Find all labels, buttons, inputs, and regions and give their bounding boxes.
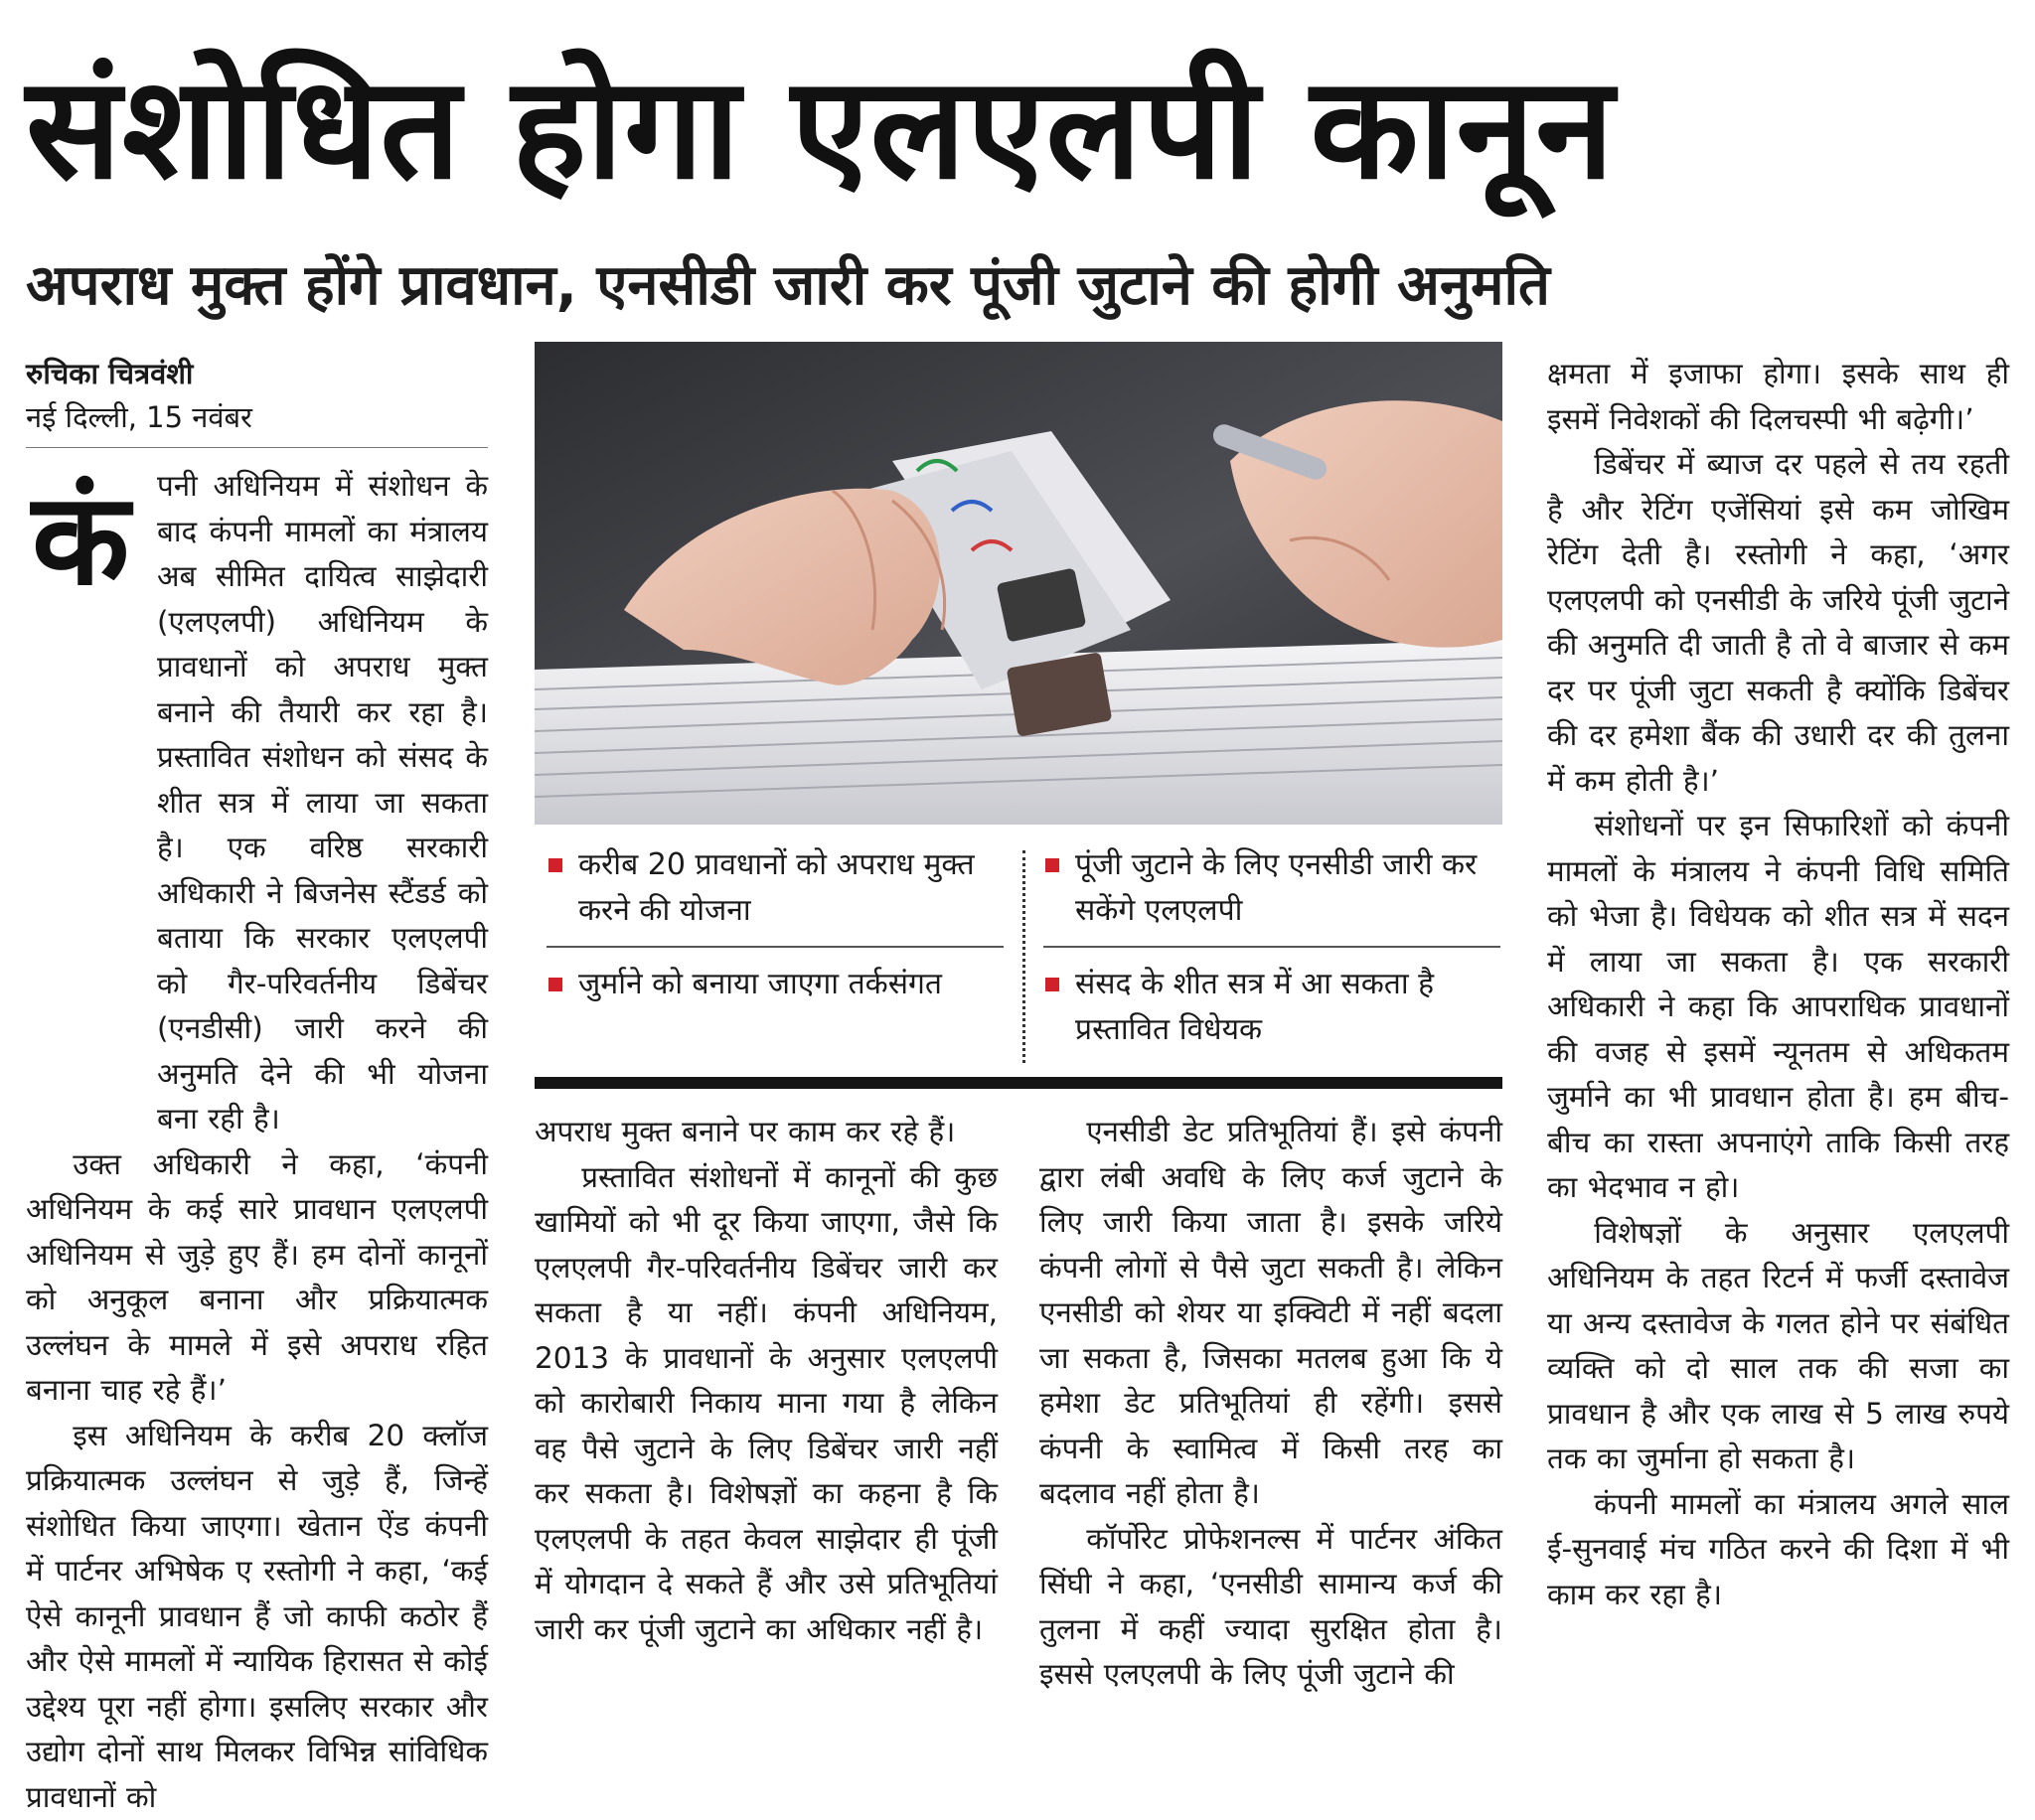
byline-divider (26, 447, 488, 448)
highlight-text: संसद के शीत सत्र में आ सकता है प्रस्तावित विधेयक (1075, 967, 1434, 1047)
headline: संशोधित होगा एलएलपी कानून (26, 30, 2013, 228)
paragraph: पनी अधिनियम में संशोधन के बाद कंपनी मामलों का मंत्रालय अब सीमित दायित्व साझेदारी (एलएलपी) अधिनियम के प्रावधानों को अपराध मुक्त बनाने की तैयारी कर रहा है। प्रस्तावित संशोधन को संसद के शीत सत्र में लाया जा सकता है। एक वरिष्ठ सरकारी अधिकारी ने बिजनेस स्टैंडर्ड को बताया कि सरकार एलएलपी को गैर-परिवर्तनीय डिबेंचर (एनडीसी) जारी करने की अनुमति देने की भी योजना बना रही है। (157, 464, 488, 1142)
highlight-separator (547, 946, 1004, 948)
section-rule (535, 1077, 1502, 1089)
paragraph: क्षमता में इजाफा होगा। इसके साथ ही इसमें निवेशकों की दिलचस्पी भी बढ़ेगी।’ (1547, 352, 2009, 442)
article-column-4 (1547, 352, 2009, 1617)
author-name: रुचिका चित्रवंशी (26, 352, 488, 395)
paragraph: प्रस्तावित संशोधनों में कानूनों की कुछ खामियों को भी दूर किया जाएगा, जैसे कि एलएलपी गैर-परिवर्तनीय डिबेंचर जारी कर सकता है या नहीं। कंपनी अधिनियम, 2013 के प्रावधानों के अनुसार एलएलपी को कारोबारी निकाय माना गया है लेकिन वह पैसे जुटाने के लिए डिबेंचर जारी नहीं कर सकता है। विशेषज्ञों का कहना है कि एलएलपी के तहत केवल साझेदार ही पूंजी में योगदान दे सकते हैं और उसे प्रतिभूतियां जारी कर पूंजी जुटाने का अधिकार नहीं है। (535, 1155, 998, 1653)
article-column-3 (1039, 1110, 1502, 1698)
paragraph: एनसीडी डेट प्रतिभूतियां हैं। इसे कंपनी द्वारा लंबी अवधि के लिए कर्ज जुटाने के लिए जारी किया जाता है। इसके जरिये कंपनी लोगों से पैसे जुटा सकती है। लेकिन एनसीडी को शेयर या इक्विटी में नहीं बदला जा सकता है, जिसका मतलब हुआ कि ये हमेशा डेट प्रतिभूतियां ही रहेंगी। इससे कंपनी के स्वामित्व में किसी तरह का बदलाव नहीं होता है। (1039, 1110, 1502, 1517)
paragraph: कंपनी मामलों का मंत्रालय अगले साल ई-सुनवाई मंच गठित करने की दिशा में भी काम कर रहा है। (1547, 1482, 2009, 1618)
article-column-1 (26, 464, 488, 1820)
highlights-box (535, 842, 1502, 1063)
paragraph: संशोधनों पर इन सिफारिशों को कंपनी मामलों के मंत्रालय ने कंपनी विधि समिति को भेजा है। विधेयक को शीत सत्र में सदन में लाया जा सकता है। एक सरकारी अधिकारी ने कहा कि आपराधिक प्रावधानों की वजह से इसमें न्यूनतम से अधिकतम जुर्माने का भी प्रावधान होता है। हम बीच-बीच का रास्ता अपनाएंगे ताकि किसी तरह का भेदभाव न हो। (1547, 804, 2009, 1211)
paragraph: अपराध मुक्त बनाने पर काम कर रहे हैं। (535, 1110, 998, 1155)
article-column-2 (535, 1110, 998, 1652)
paragraph: उक्त अधिकारी ने कहा, ‘कंपनी अधिनियम के कई सारे प्रावधान एलएलपी अधिनियम से जुड़े हुए हैं। हम दोनों कानूनों को अनुकूल बनाना और प्रक्रियात्मक उल्लंघन के मामले में इसे अपराध रहित बनाना चाह रहे हैं।’ (26, 1142, 488, 1414)
highlight-column-divider (1022, 850, 1025, 1063)
paragraph: कॉर्पोरेट प्रोफेशनल्स में पार्टनर अंकित सिंघी ने कहा, ‘एनसीडी सामान्य कर्ज की तुलना में कहीं ज्यादा सुरक्षित होता है। इससे एलएलपी के लिए पूंजी जुटाने की (1039, 1517, 1502, 1698)
hands-with-documents-image (535, 342, 1502, 825)
red-square-bullet-icon (1045, 858, 1059, 872)
subheadline: अपराध मुक्त होंगे प्रावधान, एनसीडी जारी कर पूंजी जुटाने की होगी अनुमति (26, 246, 2013, 326)
drop-cap: कं (32, 466, 129, 615)
highlights-left (547, 842, 1014, 1007)
highlight-item (547, 842, 1014, 934)
red-square-bullet-icon (548, 978, 562, 991)
highlight-item (547, 962, 1014, 1007)
paragraph: डिबेंचर में ब्याज दर पहले से तय रहती है और रेटिंग एजेंसियां इसे कम जोखिम रेटिंग देती है। रस्तोगी ने कहा, ‘अगर एलएलपी को एनसीडी के जरिये पूंजी जुटाने की अनुमति दी जाती है तो वे बाजार से कम दर पर पूंजी जुटा सकती है क्योंकि डिबेंचर की दर हमेशा बैंक की उधारी दर की तुलना में कम होती है।’ (1547, 442, 2009, 804)
highlight-item (1043, 962, 1510, 1053)
byline (26, 352, 488, 439)
highlight-text: पूंजी जुटाने के लिए एनसीडी जारी कर सकेंगे एलएलपी (1075, 847, 1477, 928)
dateline: नई दिल्ली, 15 नवंबर (26, 395, 488, 439)
paragraph: इस अधिनियम के करीब 20 क्लॉज प्रक्रियात्मक उल्लंघन से जुड़े हैं, जिन्हें संशोधित किया जाएगा। खेतान ऐंड कंपनी में पार्टनर अभिषेक ए रस्तोगी ने कहा, ‘कई ऐसे कानूनी प्रावधान हैं जो काफी कठोर हैं और ऐसे मामलों में न्यायिक हिरासत से कोई उद्देश्य पूरा नहीं होगा। इसलिए सरकार और उद्योग दोनों साथ मिलकर विभिन्न सांविधिक प्रावधानों को (26, 1414, 488, 1820)
highlights-right (1043, 842, 1510, 1053)
highlight-separator (1043, 946, 1500, 948)
red-square-bullet-icon (1045, 978, 1059, 991)
highlight-text: जुर्माने को बनाया जाएगा तर्कसंगत (578, 967, 942, 1001)
paragraph: विशेषज्ञों के अनुसार एलएलपी अधिनियम के तहत रिटर्न में फर्जी दस्तावेज या अन्य दस्तावेज के गलत होने पर संबंधित व्यक्ति को दो साल तक की सजा का प्रावधान है और एक लाख से 5 लाख रुपये तक का जुर्माना हो सकता है। (1547, 1211, 2009, 1482)
highlight-text: करीब 20 प्रावधानों को अपराध मुक्त करने की योजना (578, 847, 975, 928)
red-square-bullet-icon (548, 858, 562, 872)
article-photo (535, 342, 1502, 825)
highlight-item (1043, 842, 1510, 934)
